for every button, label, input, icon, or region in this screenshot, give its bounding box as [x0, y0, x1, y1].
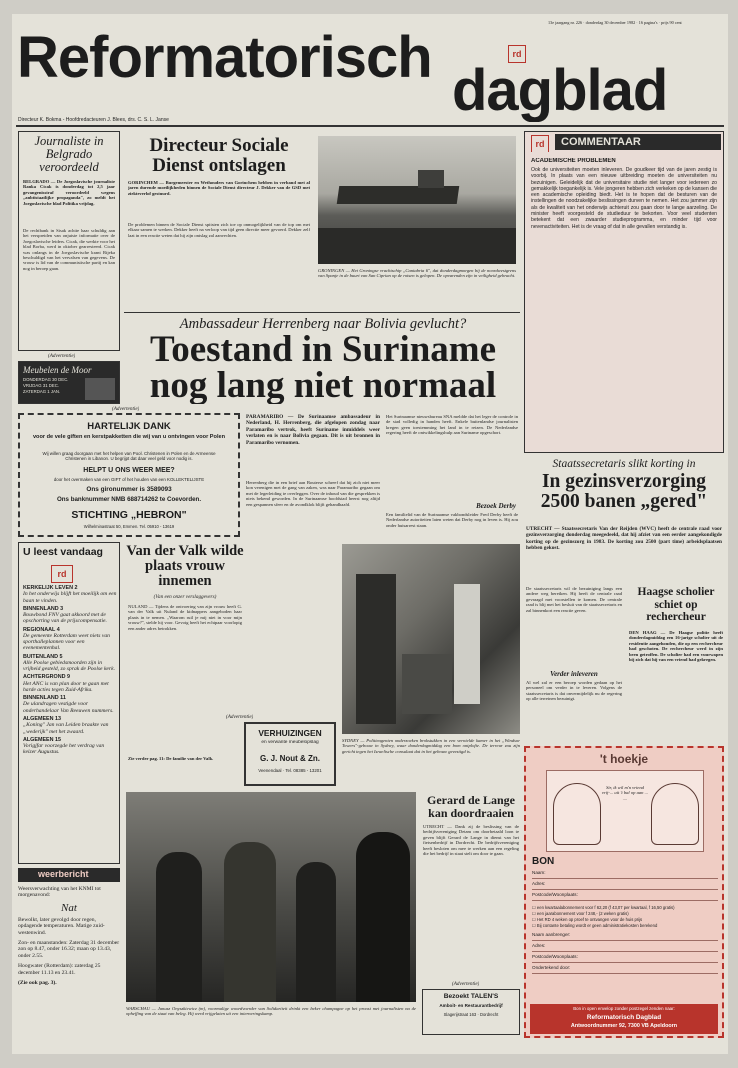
ship-hull — [337, 186, 460, 204]
suriname-headline: Toestand in Suriname nog lang niet normaal — [149, 332, 497, 404]
haagse-headline: Haagse scholier schiet op rechercheur — [637, 586, 715, 623]
section-rule — [124, 312, 520, 313]
contents-item-text: „Koning" Jan van Leiden braakte van „wederijk" met het zwaard. — [23, 722, 109, 735]
sydney-caption: SYDNEY — Politieagenten onderzoeken brokstukken in een vernielde kamer in het „Windsor Towers"-gebouw in Sydney, waar donderdagmiddag een bom ontplofte. De terreur zou zijn gericht tegen het Israelische consulaat dat in het gebouw gevestigd is. — [342, 738, 520, 754]
weather-header — [18, 868, 120, 882]
gezins-byline: Verder inleveren — [550, 670, 598, 678]
suriname-kicker: Ambassadeur Herrenberg naar Bolivia gevlucht? — [179, 316, 467, 332]
weather-forecast: Bewolkt, later gevolgd door regen, opdagende temperaturen. Matige zuid-westenwind. — [18, 916, 105, 936]
verhuizingen-label: (Advertentie) — [226, 714, 254, 720]
verhuizingen-advert — [244, 722, 336, 786]
bon-signature-field[interactable]: Ondertekend door: — [532, 965, 718, 974]
bon-footer-line: Bon in open envelop zonder postzegel zenden naar: — [573, 1006, 675, 1011]
suriname-body1: Herrenberg die in een brief aan Bouterse schreef dat hij zich niet meer kon verenigen met de gang van zaken, was naar Paramaribo gegaan om met de legerleiding te overleggen. Over de inhoud van die gesprekken is niets bekend geworden. In de Surinaamse hoofdstad heerst nog altijd een gespannen sfeer en de avondklok blijft gehandhaafd. — [246, 480, 380, 507]
hebron-advert — [18, 413, 240, 537]
bon-referrer-field[interactable]: Naam aanbrenger: — [532, 932, 718, 941]
contents-item-text: De gemeente Rotterdam weet niets van sporthalleplannen voor een evenementenhal. — [23, 632, 110, 652]
warschau-person-3 — [296, 862, 336, 1002]
contents-item-head: REGIONAAL 4 — [23, 626, 60, 633]
weather-more: (Zie ook pag. 3). — [18, 980, 57, 987]
bon-footer-address: Antwoordnummer 92, 7300 VB Apeldoorn — [570, 1023, 678, 1029]
ship-photo — [318, 136, 516, 264]
bon-title: BON — [532, 856, 555, 867]
contents-item-text: Vorigjfar voorzegde het verdrag van keizer Augustus. — [23, 743, 105, 756]
hebron-title: HARTELIJK DANK — [87, 421, 171, 432]
hebron-org: STICHTING „HEBRON" — [71, 509, 187, 521]
vandervalk-headline: Van der Valk wilde plaats vrouw innemen — [126, 544, 244, 589]
masthead-title-line2: dagblad — [452, 60, 668, 122]
bon-name-field[interactable]: Naam: — [532, 870, 718, 879]
directeur-lead: GORINCHEM — Burgemeester en Wethouders van Gorinchem hebben in verband met al jaren durende moeilijkheden binnen de Sociale Dienst directeur J. Dekker van de GSD met ziekteverlof gestuurd. — [128, 180, 310, 196]
bon-option[interactable]: ☐ een kwartaalabonnement voor f 62,20 (f 43,07 per kwartaal, f 16,50 gratis) — [532, 905, 675, 910]
bon-footer — [530, 1004, 718, 1034]
bon-footer-org: Reformatorisch Dagblad — [586, 1014, 662, 1021]
contents-list — [23, 585, 117, 863]
commentaar-logo — [531, 134, 549, 152]
bon-option-text: Bij contante betaling wordt er geen administratiekosten berekend — [536, 923, 658, 928]
sydney-figure — [454, 584, 480, 704]
contents-item[interactable] — [23, 585, 117, 604]
gerard-article — [422, 794, 520, 1004]
vandervalk-body: NULAND — Tijdens de ontvoering van zijn vrouw heeft G. van der Valk uit Nuland de kidnappers aangeboden haar plaats in te nemen. „Waarom ruil je mij niet in voor mijn vrouw?", stelde hij voor. Gevoig heeft het echtpaar voorlopig een ander adres betrokken. — [128, 604, 242, 631]
contents-item-text: De ulandragen vestigde voor onderhandelaar Van Reeuwen nummers. — [23, 701, 114, 714]
hoekje-cartoon — [546, 770, 704, 852]
rocks — [318, 228, 516, 264]
suriname-byline: Bezoek Derby — [476, 502, 516, 510]
bon-option[interactable]: ☐ Bij contante betaling wordt er geen administratiekosten berekend — [532, 923, 658, 928]
bon-address-field[interactable]: Adres: — [532, 881, 718, 890]
contents-item-head: ALGEMEEN 13 — [23, 716, 62, 723]
gezins-lead: UTRECHT — Staatssecretaris Van der Reijden (WVC) heeft de centrale raad voor gezinsverzorging donderdag meegedeeld, dat hij afziet van een eerder aangekondigde korting op de gezinszorg in 1983. De korting zou 2500 (part time) arbeidsplaatsen hebben gekost. — [526, 526, 722, 551]
contents-item[interactable] — [23, 737, 117, 756]
contents-rd-logo-text: rd — [51, 565, 73, 583]
directeur-article — [126, 136, 312, 312]
warschau-person-1 — [156, 852, 202, 1002]
ship-bridge — [418, 170, 444, 188]
hebron-address: Wilhelminastraat 50, Emmen. Tel. 05910 - 13619 — [83, 524, 175, 529]
meubelen-advert — [18, 361, 120, 404]
journaliste-body: De rechtbank in Sisak achtte haar schuldig aan het verspreiden van onjuiste informatie over de Joegoslavische leiders. Cicak, die werkte voor het blad Borba, werd in oktober gearresteerd. Cicak was onlangs in de Joegoslavische krant Rijeka beschuldigd van het vervalsen van gegevens. De vrouw is lid van de communistische partij en kan nog in beroep gaan. — [23, 228, 115, 271]
commentaar-body: Ook de universiteiten moeten inleveren. De goudkeer tijd van de jaren zestig is voorbij. In plaats van een nieuwe uitbreiding moeten de universiteiten nu bezuinigen. Geleidelijk dat de universitaire studie niet langer voor iedereen zo gemakkelijk toegankelijk is. Vele jongeren hebben zich verkeken op de kansen die een academische opleiding biedt. Het is te hopen dat de besturen van de instellingen de noodzakelijke beslissingen durven te nemen. Het zou jammer zijn als de kwaliteit van het onderwijs achteruit zou gaan door te lange aarzeling. De minister heeft voorgesteld de studieduur te bekorten. Voor veel studenten betekent dat een zwaarder studieprogramma, en minder tijd voor nevenactiviteiten. Het is de vraag of dat in alle gevallen verstandig is. — [531, 167, 717, 230]
contents-rd-logo — [51, 564, 73, 583]
verhuizingen-name: G. J. Nout & Zn. — [260, 754, 320, 763]
contents-title: U leest vandaag — [23, 546, 103, 558]
contents-item-text: Alle Poolse gebiedsmoorden zijn in vrijheid gesteld, zo sprak de Poolse kerk. — [23, 659, 115, 673]
bon-form — [532, 870, 718, 974]
bon-option-text: een kwartaalabonnement voor f 62,20 (f 43,07 per kwartaal, f 16,50 gratis) — [536, 905, 675, 910]
commentaar-box — [524, 131, 724, 453]
directeur-body: De problemen binnen de Sociale Dienst spitsten zich toe op onmogelijkheid van de top om met elkaar samen te werken. Dekker heeft na verloop van tijd geen directie meer gevoerd. Dekker zelf laat in een reactie weten dat hij zijn ontslag zal aanvechten. — [128, 222, 310, 238]
hartelijk-label: (Advertentie) — [112, 406, 140, 412]
warschau-photo — [126, 792, 416, 1002]
vandervalk-more[interactable]: Zie verder pag. 11: De familie van der Valk. — [128, 756, 214, 761]
weather-tide: Hoogwater (Rotterdam): zaterdag 25 december 11.13 en 23.41. — [18, 963, 101, 976]
masthead-rule — [16, 125, 724, 127]
advert-label: (Advertentie) — [48, 353, 76, 359]
talens-line: Amboit- en Restaurantbedrijf — [439, 1003, 503, 1008]
suriname-body3: Een familielid van de Surinaamse vakbondsleider Fred Derby heeft de Nederlandse autoriteiten laten weten dat Derby nog in leven is. Hij zou onder huisarrest staan. — [386, 512, 518, 528]
gezins-kicker: Staatssecretaris slikt korting in — [552, 458, 696, 470]
bon-option[interactable]: ☐ een jaarabonnement voor f 248,- (2 weken gratis) — [532, 911, 629, 916]
haagse-article — [628, 586, 724, 738]
gezins-body2: Al wel zal er een beroep worden gedaan op het personeel om verder in te leveren. Volgens de staatssecretaris is dat onvermijdelijk nu de regering op alle terreinen bezuinigt. — [526, 680, 622, 702]
gerard-body: UTRECHT — Dank zij de beslissing van de bedrijfsvereniging Detam om doorbetaald loon te geven blijft Gerard de Lange in dienst van het fietsenbedrijf in Dordrecht. De bedrijfsvereniging heeft besloten om mee te werken aan een regeling die het bedrijf in staat stelt om door te gaan. — [423, 824, 519, 857]
meubelen-day3: ZATERDAG 1 JAN. — [23, 389, 61, 394]
sydney-debris — [402, 654, 452, 714]
vandervalk-subline: (Van een onzer verslaggevers) — [153, 594, 217, 600]
warschau-person-4 — [356, 832, 410, 1002]
commentaar-subtitle: ACADEMISCHE PROBLEMEN — [531, 158, 616, 164]
commentaar-title: COMMENTAAR — [555, 134, 721, 150]
suriname-lead: PARAMARIBO — De Surinaamse ambassadeur in Nederland, H. Herrenberg, die afgelopen zondag naar Paramaribo vertrok, heeft Suriname inmiddels weer verlaten en is naar Bolivia gegaan. Dit is uit bronnen in Paramaribo vernomen. — [246, 414, 380, 446]
commentaar-logo-text: rd — [531, 135, 549, 152]
hebron-help-body: door het overmaken van een GIFT of het houden van een KOLLEKTELIJSTE — [53, 477, 205, 482]
bon-option-text: een jaarabonnement voor f 248,- (2 weken gratis) — [536, 911, 629, 916]
warschau-person-2 — [224, 842, 276, 1002]
warschau-caption: WARSCHAU — Janusz Onyszkiewicz (m), voormalige woordvoerder van Solidariteit drinkt een beker champagne op het proost met journalisten na de opheffing van de staat van beleg. Hij werd vrijgelaten uit een interneringskamp. — [126, 1006, 416, 1017]
meubelen-day1: DONDERDAG 30 DEC. — [23, 377, 69, 382]
hebron-help-head: HELPT U ONS WEER MEE? — [83, 467, 175, 474]
weather-box — [18, 886, 120, 1046]
journaliste-headline: Journaliste in Belgrado veroordeeld — [34, 135, 104, 174]
contents-item-head: ACHTERGROND 9 — [23, 674, 71, 681]
contents-item[interactable] — [23, 695, 117, 714]
talens-sub: Slagerijstraat 163 · Dordrecht — [443, 1012, 499, 1017]
haagse-body: DEN HAAG — De Haagse politie heeft donderdagmiddag een 16-jarige scholier uit de residentie aangehouden, die op een rechercheur had geschoten. De rechercheur werd in zijn been getroffen. De scholier had een vuurwapen bij zich dat hij van een vriend had gekregen. — [629, 630, 723, 663]
ship-caption: GRONINGEN — Het Groningse vrachtschip „Cantabria 6", dat donderdagmorgen bij de noordwestgrens van Spanje in de buurt van San Ciprian op de rotsen is gelopen. De opvarenden zijn in veiligheid gebracht. — [318, 268, 516, 279]
issue-line: 13e jaargang nr. 226 · donderdag 30 december 1982 · 16 pagina's · prijs 90 cent — [548, 20, 682, 25]
contents-item[interactable] — [23, 654, 117, 673]
vandervalk-article — [126, 544, 244, 782]
contents-item-head: BUITENLAND 5 — [23, 653, 63, 660]
gerard-headline: Gerard de Lange kan doordraaien — [427, 794, 515, 819]
contents-item-head: BINNENLAND 3 — [23, 605, 64, 612]
hebron-giro: Ons gironummer is 3589093 — [86, 486, 172, 493]
contents-item[interactable] — [23, 716, 117, 735]
commentaar-header — [525, 132, 723, 152]
contents-item-head: BINNENLAND 11 — [23, 695, 66, 702]
contents-item-text: In het onderwijs blijft het moeilijk om een baan te vinden. — [23, 591, 117, 604]
hoekje-box — [524, 746, 724, 1038]
cartoon-child-right — [651, 783, 699, 845]
contents-item-text: Het ANC is van plan door te gaan met harde acties tegen Zuid-Afrika. — [23, 680, 109, 693]
verhuizingen-subtitle: en verwante meubelopslag — [261, 740, 319, 745]
contents-item[interactable] — [23, 606, 117, 625]
directeur-headline: Directeur Sociale Dienst ontslagen — [149, 136, 289, 176]
gezins-body: De staatssecretaris wil de bezuiniging langs een andere weg bereiken. Hij heeft de centrale raad gevraagd met voorstellen te komen. De centrale raad is blij met het besluit van de staatssecretaris en zal binnenkort een reactie geven. — [526, 586, 622, 613]
sydney-photo — [342, 544, 520, 734]
talens-advert — [422, 989, 520, 1035]
contents-item-text: Bouwbond FNV gaat akkoord met de opschorting van de prijscompensatie. — [23, 612, 107, 625]
hoekje-title: 't hoekje — [599, 752, 649, 766]
meubelen-day2: VRIJDAG 31 DEC. — [23, 383, 60, 388]
hebron-subtitle: voor de vele giften en kerstpakketten die wij van u ontvingen voor Polen — [32, 434, 226, 440]
cartoon-child-left — [553, 783, 601, 845]
weather-intro: Weersverwachting van het KNMI tot morgenavond: — [18, 886, 101, 899]
contents-item-head: KERKELIJK LEVEN 2 — [23, 585, 78, 591]
hebron-bank: Ons banknummer NMB 688714262 te Coevorden. — [56, 496, 202, 503]
sydney-door — [356, 574, 396, 724]
weather-title: weerbericht — [38, 869, 89, 879]
contents-item[interactable] — [23, 627, 117, 652]
bon-option[interactable]: ☐ Het RD 4 weken op proef te ontvangen voor de huis prijs — [532, 917, 643, 922]
editors-line: Directeur K. Bokma - Hoofdredacteuren J. Blees, drs. C. S. L. Janse — [18, 117, 169, 123]
masthead-title-line1: Reformatorisch — [17, 26, 432, 90]
weather-sun-moon: Zon- en maanstanden: Zaterdag 31 december zon op 8.47, onder 16.32; maan op 13.43, onder 2.55. — [18, 940, 120, 959]
hebron-body: Wij willen graag doorgaan met het helpen van Pool. Christenen in Polen en de Armeense Christenen in Libanon. U begrijpt dat daar veel geld voor nodig is. — [42, 451, 216, 462]
verhuizingen-title: VERHUIZINGEN — [258, 728, 322, 738]
bon-referrer-address-field[interactable]: Adres: — [532, 943, 718, 952]
talens-label: (Advertentie) — [452, 981, 480, 987]
talens-title: Bezoekt TALEN'S — [443, 993, 499, 1000]
bon-referrer-postcode-field[interactable]: Postcode/Woonplaats: — [532, 954, 718, 963]
verhuizingen-address: Veenendaal · Tel. 08385 - 13201 — [258, 768, 322, 773]
rd-logo-text: rd — [508, 45, 526, 63]
journaliste-article — [18, 131, 120, 351]
bon-postcode-field[interactable]: Postcode/Woonplaats: — [532, 892, 718, 901]
meubelen-title: Meubelen de Moor — [23, 365, 92, 375]
bon-option-text: Het RD 4 weken op proef te ontvangen voor de huis prijs — [536, 917, 643, 922]
contents-item[interactable] — [23, 674, 117, 693]
contents-box — [18, 542, 120, 864]
journaliste-lead: BELGRADO — De Joegoslavische journaliste Ranka Cicak is donderdag tot 2,5 jaar gevangenisstraf veroordeeld wegens „anbtistaatlijke propaganda", zo meldt het Joegoslavische blad Politika vrijdag. — [23, 179, 115, 206]
weather-condition: Nat — [61, 901, 77, 914]
gezins-headline: In gezinsverzorging 2500 banen „gered" — [540, 472, 708, 512]
newspaper-page — [12, 14, 728, 1054]
meubelen-picture — [85, 378, 115, 400]
contents-item-head: ALGEMEEN 15 — [23, 736, 62, 743]
suriname-body2: Het Surinaamse nieuwsbureau SNA meldde dat het leger de controle in de stad volledig in handen heeft. Enkele buitenlandse journalisten kregen geen toestemming het land in te reizen. De Nederlandse regering heeft de ontwikkelingshulp aan Suriname opgeschort. — [386, 414, 518, 436]
cartoon-speech: Sir, ik wil m'n vriend vrij-... uit 't bal op aan ... .... — [601, 785, 649, 801]
